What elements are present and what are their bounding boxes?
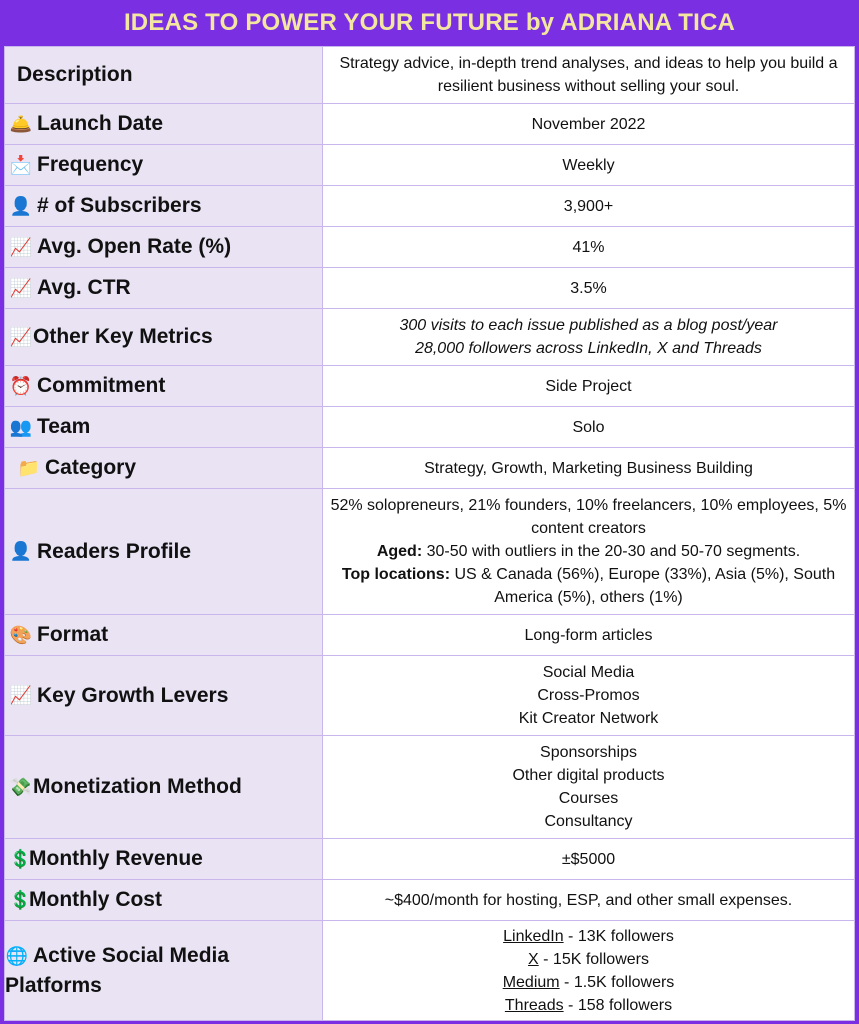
table-row-frequency [5, 145, 855, 186]
table-row-readers-profile [5, 489, 855, 615]
row-value: ±$5000 [323, 839, 855, 880]
table-row-monthly-cost [5, 880, 855, 921]
table-row-monetization [5, 736, 855, 839]
row-value [323, 736, 855, 839]
chart-up-icon: 📈 [9, 277, 33, 298]
row-label: Avg. Open Rate (%) [37, 235, 232, 258]
locations-label: Top locations: [341, 566, 451, 583]
table-row-team [5, 407, 855, 448]
row-label: Description [17, 63, 133, 86]
metric-line: 28,000 followers across LinkedIn, X and Threads [415, 340, 762, 357]
list-item: Social Media [542, 664, 635, 681]
social-item-linkedin: LinkedIn - 13K followers [503, 927, 674, 945]
chart-up-icon: 📈 [9, 685, 33, 705]
row-label-continued: Platforms [5, 973, 102, 997]
row-value [323, 656, 855, 736]
social-item-medium: Medium - 1.5K followers [502, 973, 675, 991]
row-label: Format [37, 623, 109, 646]
globe-icon: 🌐 [5, 945, 29, 966]
row-value: Solo [323, 407, 855, 448]
list-item: Other digital products [512, 767, 665, 784]
table-row-description [5, 47, 855, 104]
dollar-sign-icon: 💲 [9, 889, 32, 910]
palette-icon: 🎨 [9, 624, 33, 645]
row-label: # of Subscribers [37, 194, 202, 217]
aged-label: Aged: [376, 543, 423, 560]
money-with-wings-icon: 💸 [9, 776, 32, 797]
table-row-monthly-revenue [5, 839, 855, 880]
row-label: Launch Date [37, 112, 164, 135]
threads-link[interactable]: Threads [504, 996, 564, 1014]
dollar-sign-icon: 💲 [9, 848, 32, 869]
newsletter-info-table [4, 46, 855, 1021]
table-row-other-metrics [5, 309, 855, 366]
row-value: Long-form articles [323, 615, 855, 656]
user-icon: 👤 [9, 195, 33, 216]
row-label: Readers Profile [37, 539, 192, 563]
row-value: Strategy, Growth, Marketing Business Building [323, 448, 855, 489]
row-label: Commitment [37, 374, 166, 397]
row-label: Monthly Cost [29, 888, 162, 911]
table-row-ctr [5, 268, 855, 309]
list-item: Courses [558, 790, 619, 807]
table-row-social-platforms [5, 921, 855, 1021]
row-value [323, 309, 855, 366]
envelope-icon: 📩 [9, 154, 33, 175]
row-label: Frequency [37, 153, 144, 176]
user-icon: 👤 [9, 541, 33, 561]
row-label: Monetization Method [33, 775, 242, 798]
locations-value: US & Canada (56%), Europe (33%), Asia (5%), South America (5%), others (1%) [450, 566, 836, 606]
table-row-subscribers [5, 186, 855, 227]
chart-up-icon: 📈 [9, 236, 33, 257]
metric-line: 300 visits to each issue published as a blog post/year [399, 317, 778, 334]
row-label: Category [45, 456, 137, 479]
alarm-clock-icon: ⏰ [9, 375, 33, 396]
x-link[interactable]: X [528, 950, 539, 968]
row-value: November 2022 [323, 104, 855, 145]
social-item-threads: Threads - 158 followers [504, 996, 673, 1014]
row-label: Monthly Revenue [29, 847, 203, 870]
table-row-open-rate [5, 227, 855, 268]
list-item: Kit Creator Network [518, 710, 659, 727]
social-item-x: X - 15K followers [528, 950, 649, 968]
table-row-category [5, 448, 855, 489]
row-value: 3.5% [323, 268, 855, 309]
row-value: 41% [323, 227, 855, 268]
table-row-launch-date [5, 104, 855, 145]
medium-link[interactable]: Medium [502, 973, 560, 991]
table-row-format [5, 615, 855, 656]
row-value: ~$400/month for hosting, ESP, and other small expenses. [323, 880, 855, 921]
linkedin-link[interactable]: LinkedIn [503, 927, 564, 945]
row-value: Side Project [323, 366, 855, 407]
list-item: Consultancy [544, 813, 633, 830]
folder-icon: 📁 [17, 457, 41, 478]
users-icon: 👥 [9, 416, 33, 437]
aged-value: 30-50 with outliers in the 20-30 and 50-70 segments. [422, 543, 801, 560]
readers-age [327, 540, 850, 563]
list-item: Cross-Promos [537, 687, 640, 704]
row-value: Strategy advice, in-depth trend analyses, and ideas to help you build a resilient business without selling your soul. [323, 47, 855, 104]
list-item: Sponsorships [540, 744, 637, 761]
bell-icon: 🛎️ [9, 113, 33, 134]
readers-locations [327, 563, 850, 609]
table-row-commitment [5, 366, 855, 407]
row-label: Key Growth Levers [37, 683, 229, 707]
row-label: Other Key Metrics [33, 325, 213, 348]
row-label: Team [37, 415, 91, 438]
row-label: Active Social Media [33, 943, 230, 967]
row-value: 3,900+ [323, 186, 855, 227]
row-label: Avg. CTR [37, 276, 131, 299]
row-value [323, 489, 855, 615]
table-row-growth-levers [5, 656, 855, 736]
chart-up-icon: 📈 [9, 326, 33, 347]
card-title: IDEAS TO POWER YOUR FUTURE by ADRIANA TICA [123, 9, 736, 36]
readers-mix: 52% solopreneurs, 21% founders, 10% freelancers, 10% employees, 5% content creators [330, 497, 847, 537]
row-value [323, 921, 855, 1021]
row-value: Weekly [323, 145, 855, 186]
